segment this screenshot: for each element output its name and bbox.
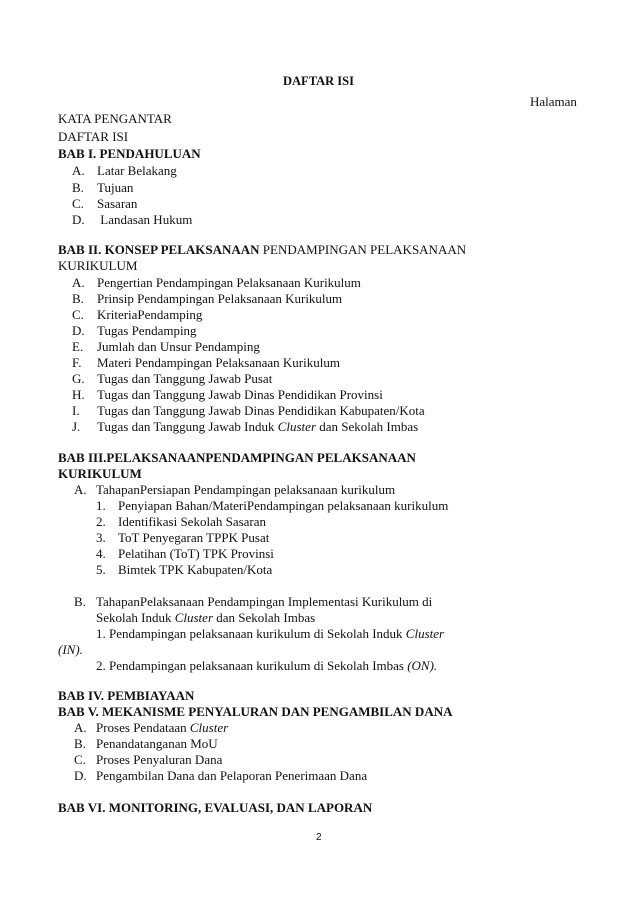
bab5-item	[74, 736, 218, 752]
bab2-title-line2: KURIKULUM	[58, 258, 138, 273]
item-text: ToT Penyegaran TPPK Pusat	[118, 530, 270, 545]
item-label: B.	[72, 180, 84, 195]
item-text: Penyiapan Bahan/MateriPendampingan pelaksanaan kurikulum	[118, 498, 449, 513]
item-text: Pelatihan (ToT) TPK Provinsi	[118, 546, 274, 561]
bab2-item	[72, 323, 197, 339]
bab1-item	[72, 163, 177, 179]
item-text-italic: Cluster	[189, 720, 229, 735]
item-text: Bimtek TPK Kabupaten/Kota	[118, 562, 273, 577]
bab2-item	[72, 275, 361, 291]
item-text: Tugas dan Tanggung Jawab Pusat	[97, 371, 273, 386]
item-text: Tujuan	[97, 180, 134, 195]
halaman-label: Halaman	[530, 94, 577, 109]
bab3-section-b	[74, 594, 432, 610]
bab3-b-sub1	[96, 626, 444, 642]
item-label: H.	[72, 387, 85, 402]
item-text: Landasan Hukum	[97, 212, 193, 227]
bab2-title	[58, 242, 466, 258]
item-text: Pengertian Pendampingan Pelaksanaan Kurikulum	[97, 275, 361, 290]
item-text: Pengambilan Dana dan Pelaporan Penerimaan Dana	[96, 768, 368, 783]
item-text: Tugas Pendamping	[97, 323, 197, 338]
item-text: 2. Pendampingan pelaksanaan kurikulum di Sekolah Imbas	[96, 658, 408, 673]
item-text: TahapanPelaksanaan Pendampingan Implementasi Kurikulum di	[96, 594, 433, 609]
item-text: Latar Belakang	[97, 163, 177, 178]
bab2-item	[72, 291, 342, 307]
item-label: G.	[72, 371, 85, 386]
item-text: Materi Pendampingan Pelaksanaan Kurikulum	[97, 355, 340, 370]
item-text: Tugas dan Tanggung Jawab Induk	[97, 419, 278, 434]
item-label: 4.	[96, 546, 106, 561]
bab1-item	[72, 196, 137, 212]
item-label: D.	[74, 768, 87, 783]
item-text: KriteriaPendamping	[97, 307, 203, 322]
bab3-b-sub2	[96, 658, 437, 674]
toc-kata-pengantar: KATA PENGANTAR	[58, 111, 172, 126]
bab3-subitem	[96, 562, 272, 578]
item-label: C.	[72, 196, 84, 211]
item-text-italic: (ON).	[407, 658, 438, 673]
bab1-item	[72, 212, 192, 228]
item-label: C.	[74, 752, 86, 767]
item-text: 1. Pendampingan pelaksanaan kurikulum di Sekolah Induk	[96, 626, 406, 641]
bab2-title-bold: BAB II. KONSEP PELAKSANAAN	[58, 242, 260, 257]
item-label: J.	[72, 419, 81, 434]
item-label: F.	[72, 355, 82, 370]
bab3-subitem	[96, 530, 269, 546]
item-label: D.	[72, 212, 85, 227]
item-text: Tugas dan Tanggung Jawab Dinas Pendidikan Kabupaten/Kota	[97, 403, 425, 418]
toc-daftar-isi: DAFTAR ISI	[58, 129, 129, 144]
bab5-item	[74, 752, 222, 768]
item-label: 2.	[96, 514, 106, 529]
item-text: Sekolah Induk	[96, 610, 175, 625]
item-label: D.	[72, 323, 85, 338]
item-label: 5.	[96, 562, 106, 577]
item-text-after: dan Sekolah Imbas	[213, 610, 316, 625]
bab2-item	[72, 403, 425, 419]
item-text: Prinsip Pendampingan Pelaksanaan Kurikulum	[97, 291, 343, 306]
item-text: Jumlah dan Unsur Pendamping	[97, 339, 260, 354]
item-text: TahapanPersiapan Pendampingan pelaksanaan kurikulum	[96, 482, 396, 497]
bab3-title: BAB III.PELAKSANAANPENDAMPINGAN PELAKSANAAN	[58, 450, 416, 465]
bab6-title: BAB VI. MONITORING, EVALUASI, DAN LAPORAN	[58, 800, 373, 815]
bab3-subitem	[96, 546, 274, 562]
bab3-title-line2: KURIKULUM	[58, 466, 142, 481]
bab1-item	[72, 180, 133, 196]
bab3-section-b-line2	[96, 610, 315, 626]
item-label: I.	[72, 403, 80, 418]
bab2-item	[72, 307, 202, 323]
bab5-item	[74, 768, 367, 784]
item-label: 3.	[96, 530, 106, 545]
bab3-b-sub1-wrap: (IN).	[58, 642, 83, 657]
bab3-section-a	[74, 482, 395, 498]
item-text: Tugas dan Tanggung Jawab Dinas Pendidikan Provinsi	[97, 387, 383, 402]
item-text: Proses Penyaluran Dana	[96, 752, 223, 767]
item-text: Sasaran	[97, 196, 138, 211]
item-label: B.	[74, 736, 86, 751]
bab2-item	[72, 419, 418, 435]
bab5-item	[74, 720, 228, 736]
bab2-item	[72, 387, 383, 403]
item-text: Identifikasi Sekolah Sasaran	[118, 514, 267, 529]
item-text-italic: Cluster	[405, 626, 445, 641]
page-number: 2	[316, 832, 322, 843]
item-label: B.	[72, 291, 84, 306]
item-label: 1.	[96, 498, 106, 513]
bab4-title: BAB IV. PEMBIAYAAN	[58, 688, 195, 703]
page-title: DAFTAR ISI	[283, 74, 354, 88]
item-label: E.	[72, 339, 84, 354]
item-label: A.	[74, 720, 87, 735]
item-label: C.	[72, 307, 84, 322]
bab1-title: BAB I. PENDAHULUAN	[58, 146, 201, 161]
item-text: Penandatanganan MoU	[96, 736, 218, 751]
bab3-subitem	[96, 498, 448, 514]
bab3-subitem	[96, 514, 266, 530]
bab5-title: BAB V. MEKANISME PENYALURAN DAN PENGAMBILAN DANA	[58, 704, 453, 719]
item-label: A.	[74, 482, 87, 497]
item-text-after: dan Sekolah Imbas	[316, 419, 419, 434]
bab2-item	[72, 339, 260, 355]
bab2-title-rest: PENDAMPINGAN PELAKSANAAN	[259, 242, 467, 257]
item-text: Proses Pendataan	[96, 720, 190, 735]
item-label: A.	[72, 275, 85, 290]
item-label: B.	[74, 594, 86, 609]
bab2-item	[72, 355, 340, 371]
item-text-italic: Cluster	[277, 419, 317, 434]
item-label: A.	[72, 163, 85, 178]
bab2-item	[72, 371, 272, 387]
item-text-italic: Cluster	[174, 610, 214, 625]
